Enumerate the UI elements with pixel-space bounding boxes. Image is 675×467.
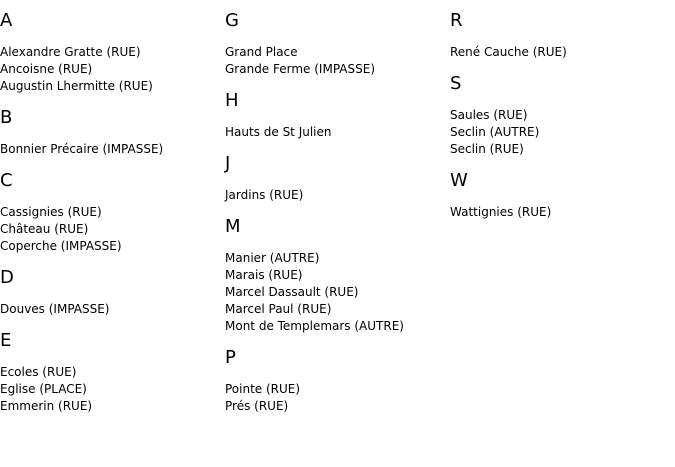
street-item[interactable]: Hauts de St Julien [225, 125, 332, 139]
street-item[interactable]: Ancoisne (RUE) [0, 62, 93, 76]
letter-heading-b: B [0, 107, 13, 128]
street-item[interactable]: Wattignies (RUE) [450, 205, 552, 219]
letter-heading-r: R [450, 10, 463, 31]
street-list-s [450, 107, 670, 158]
street-item[interactable]: Douves (IMPASSE) [0, 302, 110, 316]
street-list-j [225, 187, 445, 204]
street-item[interactable]: Manier (AUTRE) [225, 251, 320, 265]
street-item[interactable]: Cassignies (RUE) [0, 205, 102, 219]
letter-group-e [0, 330, 220, 415]
street-item[interactable]: Ecoles (RUE) [0, 365, 77, 379]
letter-heading-a: A [0, 10, 13, 31]
street-item[interactable]: Augustin Lhermitte (RUE) [0, 79, 153, 93]
letter-group-a [0, 10, 220, 95]
street-item[interactable]: Prés (RUE) [225, 399, 289, 413]
letter-group-g [225, 10, 445, 78]
street-item[interactable]: Pointe (RUE) [225, 382, 301, 396]
letter-group-s [450, 73, 670, 158]
letter-group-c [0, 170, 220, 255]
street-item[interactable]: Marcel Dassault (RUE) [225, 285, 359, 299]
street-item[interactable]: Marais (RUE) [225, 268, 303, 282]
street-item[interactable]: Grande Ferme (IMPASSE) [225, 62, 375, 76]
letter-heading-g: G [225, 10, 239, 31]
letter-group-m [225, 216, 445, 335]
street-item[interactable]: Grand Place [225, 45, 298, 59]
street-item[interactable]: Coperche (IMPASSE) [0, 239, 122, 253]
street-list-g [225, 44, 445, 78]
street-item[interactable]: Eglise (PLACE) [0, 382, 87, 396]
letter-heading-m: M [225, 216, 241, 237]
street-item[interactable]: Seclin (RUE) [450, 142, 524, 156]
street-item[interactable]: René Cauche (RUE) [450, 45, 567, 59]
street-list-w [450, 204, 670, 221]
letter-heading-e: E [0, 330, 12, 351]
street-item[interactable]: Emmerin (RUE) [0, 399, 93, 413]
street-index-column-3 [450, 10, 670, 233]
street-item[interactable]: Seclin (AUTRE) [450, 125, 540, 139]
street-item[interactable]: Saules (RUE) [450, 108, 528, 122]
street-list-r [450, 44, 670, 61]
street-item[interactable]: Alexandre Gratte (RUE) [0, 45, 141, 59]
street-item[interactable]: Château (RUE) [0, 222, 89, 236]
letter-group-w [450, 170, 670, 221]
street-item[interactable]: Mont de Templemars (AUTRE) [225, 319, 404, 333]
letter-heading-j: J [225, 153, 231, 174]
street-index-column-2 [225, 10, 445, 427]
letter-group-p [225, 347, 445, 415]
street-list-m [225, 250, 445, 335]
letter-group-j [225, 153, 445, 204]
street-item[interactable]: Jardins (RUE) [225, 188, 304, 202]
street-list-c [0, 204, 220, 255]
street-item[interactable]: Marcel Paul (RUE) [225, 302, 332, 316]
letter-heading-w: W [450, 170, 468, 191]
street-list-p [225, 381, 445, 415]
letter-heading-d: D [0, 267, 14, 288]
street-list-a [0, 44, 220, 95]
letter-heading-s: S [450, 73, 462, 94]
street-item[interactable]: Bonnier Précaire (IMPASSE) [0, 142, 164, 156]
street-list-h [225, 124, 445, 141]
street-list-b [0, 141, 220, 158]
street-list-e [0, 364, 220, 415]
letter-heading-c: C [0, 170, 13, 191]
street-list-d [0, 301, 220, 318]
letter-group-h [225, 90, 445, 141]
street-index-column-1 [0, 10, 220, 427]
letter-heading-p: P [225, 347, 236, 368]
letter-group-d [0, 267, 220, 318]
letter-group-r [450, 10, 670, 61]
letter-group-b [0, 107, 220, 158]
letter-heading-h: H [225, 90, 239, 111]
